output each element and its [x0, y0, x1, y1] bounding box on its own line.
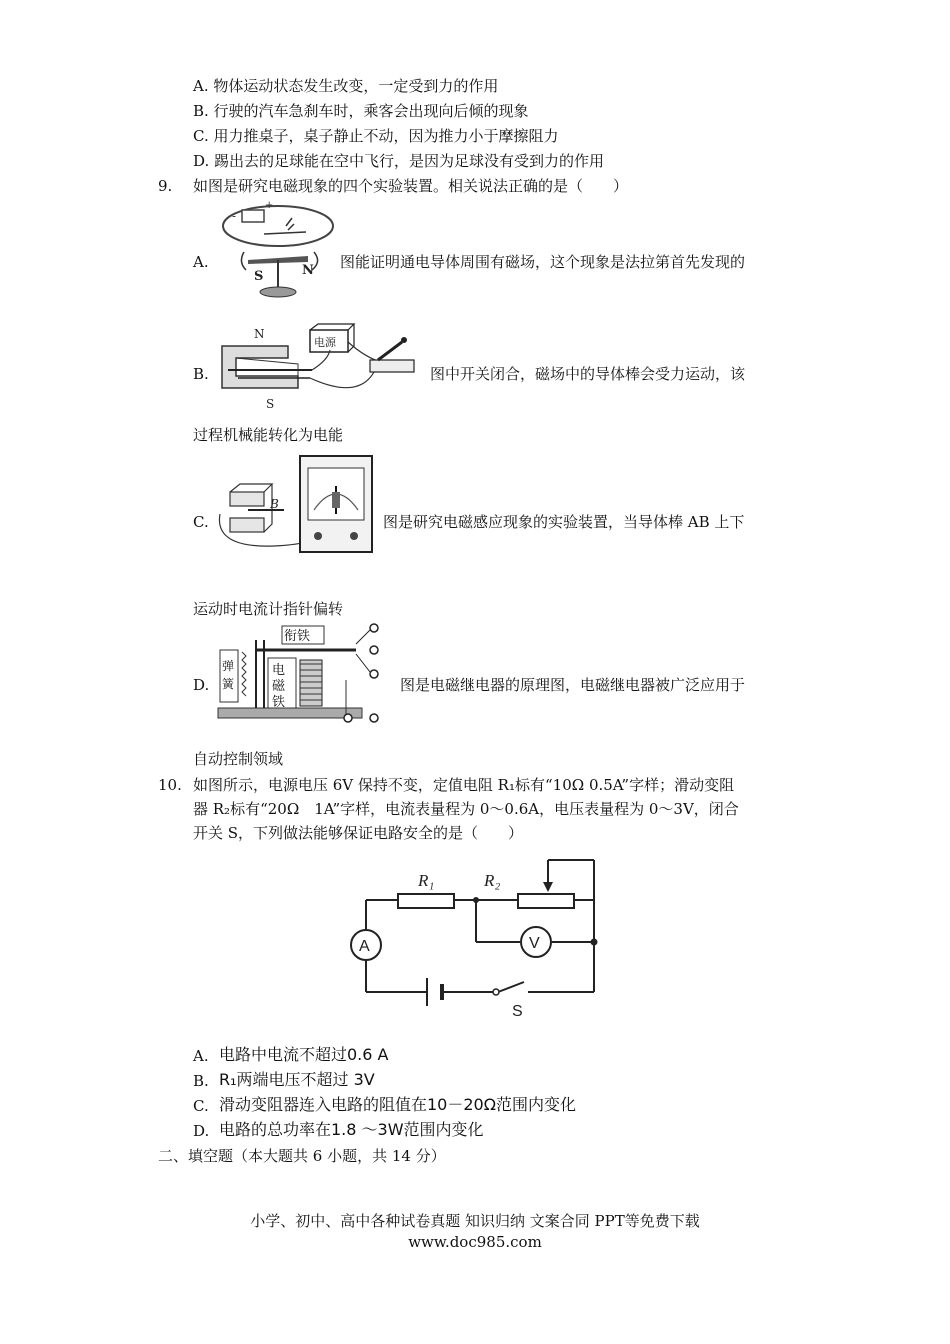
switch-label: S: [512, 1003, 523, 1020]
battery-plus-label: +: [265, 200, 274, 211]
q10-option-d-label: D.: [193, 1122, 210, 1140]
q10-line-2: 器 R₂标有“20Ω 1A”字样，电流表量程为 0～0.6A，电压表量程为 0～3V，闭合: [193, 800, 739, 818]
battery-minus-label: -: [232, 209, 237, 223]
q9-number: 9.: [158, 177, 173, 195]
figure-electromagnetic-relay: [216, 620, 392, 730]
q9-stem: 如图是研究电磁现象的四个实验装置。相关说法正确的是（ ）: [193, 177, 629, 195]
electromagnet-label-2: 磁: [272, 679, 286, 694]
r2-label: R₂: [484, 871, 501, 890]
compass-s-label: S: [254, 269, 264, 284]
spring-label-top: 弹: [222, 659, 235, 673]
q9-option-a-label: A.: [193, 253, 209, 271]
r1-label: R₁: [418, 871, 435, 890]
electromagnet-label-1: 电: [272, 663, 286, 678]
q9-option-b-text: 图中开关闭合，磁场中的导体棒会受力运动，该: [430, 365, 746, 383]
armature-label: 衔铁: [284, 629, 311, 644]
q9-option-d-text: 图是电磁继电器的原理图，电磁继电器被广泛应用于: [400, 676, 746, 694]
q9-option-c-continued: 运动时电流计指针偏转: [193, 600, 344, 618]
q10-option-a-text: 电路中电流不超过0.6 A: [219, 1045, 389, 1064]
q8-option-d: D. 踢出去的足球能在空中飞行，是因为足球没有受到力的作用: [193, 152, 605, 170]
voltmeter-label: V: [529, 935, 540, 952]
q9-option-c-label: C.: [193, 513, 209, 531]
magnet-s-label: S: [266, 397, 275, 411]
q9-option-c-text: 图是研究电磁感应现象的实验装置，当导体棒 AB 上下: [383, 513, 745, 531]
footer-slogan: 小学、初中、高中各种试卷真题 知识归纳 文案合同 PPT等免费下载: [250, 1212, 700, 1230]
power-source-label: 电源: [314, 336, 336, 349]
footer-website-link[interactable]: www.doc985.com: [408, 1233, 542, 1251]
figure-motor-principle: [218, 320, 424, 416]
q10-option-b-label: B.: [193, 1072, 209, 1090]
magnet-n-label: N: [254, 327, 265, 341]
figure-oersted-experiment: [218, 200, 336, 304]
figure-circuit-diagram: [332, 852, 604, 1020]
figure-electromagnetic-induction: [214, 452, 380, 570]
q10-line-1: 如图所示，电源电压 6V 保持不变，定值电阻 R₁标有“10Ω 0.5A”字样；滑动变阻: [193, 776, 735, 794]
q10-line-3: 开关 S，下列做法能够保证电路安全的是（ ）: [193, 824, 524, 842]
q10-option-d-text: 电路的总功率在1.8 ～3W范围内变化: [219, 1120, 484, 1139]
q9-option-a-text: 图能证明通电导体周围有磁场，这个现象是法拉第首先发现的: [340, 253, 746, 271]
q8-option-a: A. 物体运动状态发生改变，一定受到力的作用: [193, 77, 499, 95]
q10-option-b-text: R₁两端电压不超过 3V: [219, 1070, 375, 1089]
section-2-heading: 二、填空题（本大题共 6 小题，共 14 分）: [158, 1147, 446, 1165]
spring-label-bottom: 簧: [222, 677, 235, 691]
q8-option-c: C. 用力推桌子，桌子静止不动，因为推力小于摩擦阻力: [193, 127, 559, 145]
q9-option-d-label: D.: [193, 676, 210, 694]
q9-option-b-label: B.: [193, 365, 209, 383]
q10-option-c-text: 滑动变阻器连入电路的阻值在10－20Ω范围内变化: [219, 1095, 576, 1114]
electromagnet-label-3: 铁: [272, 695, 286, 710]
q10-number: 10.: [158, 776, 182, 794]
ammeter-label: A: [359, 938, 370, 955]
q9-option-d-continued: 自动控制领域: [193, 750, 284, 768]
q8-option-b: B. 行驶的汽车急刹车时，乘客会出现向后倾的现象: [193, 102, 529, 120]
q9-option-b-continued: 过程机械能转化为电能: [193, 426, 344, 444]
compass-n-label: N: [302, 263, 314, 278]
rod-b-label: B: [270, 497, 279, 511]
q10-option-a-label: A.: [193, 1047, 209, 1065]
q10-option-c-label: C.: [193, 1097, 209, 1115]
